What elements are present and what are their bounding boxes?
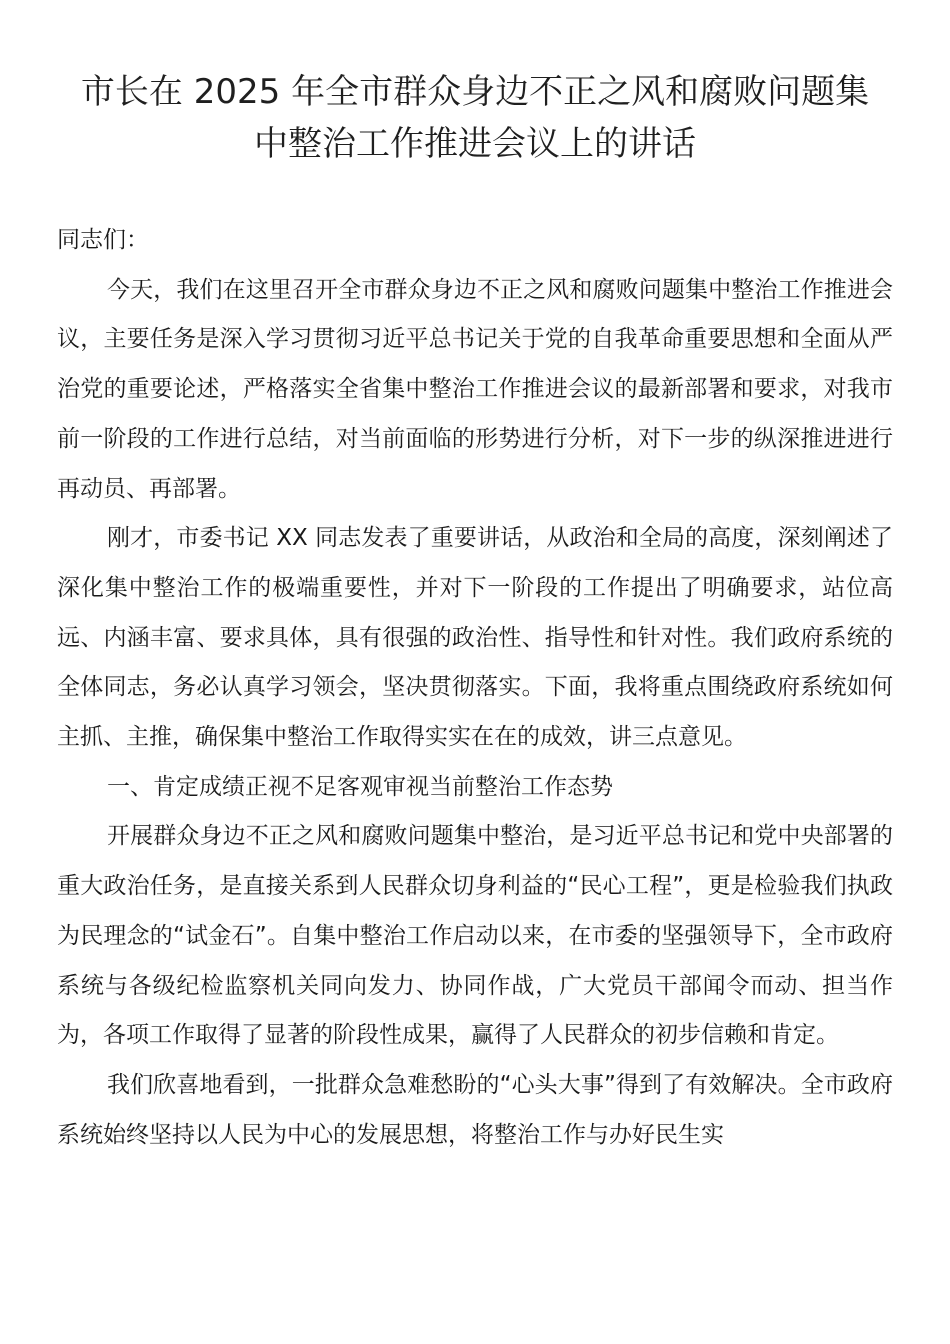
section-heading-1: 一、肯定成绩正视不足客观审视当前整治工作态势 xyxy=(107,773,613,800)
salutation: 同志们： xyxy=(57,227,149,253)
paragraph-opening: 今天，我们在这里召开全市群众身边不正之风和腐败问题集中整治工作推进会议，主要任务是深入学习贯彻习近平总书记关于党的自我革命重要思想和全面从严治党的重要论述，严格落实全省集中整治工作推进会议的最新部署和要求，对我市前一阶段的工作进行总结，对当前面临的形势进行分析，对下一步的纵深推进进行再动员、再部署。 xyxy=(57,276,893,502)
title-line-1: 市长在 2025 年全市群众身边不正之风和腐败问题集 xyxy=(80,72,870,112)
document-body xyxy=(57,216,893,1160)
paragraph-secretary-speech: 刚才，市委书记 XX 同志发表了重要讲话，从政治和全局的高度，深刻阐述了深化集中整治工作的极端重要性，并对下一阶段的工作提出了明确要求，站位高远、内涵丰富、要求具体，具有很强的政治性、指导性和针对性。我们政府系统的全体同志，务必认真学习领会，坚决贯彻落实。下面，我将重点围绕政府系统如何主抓、主推，确保集中整治工作取得实实在在的成效，讲三点意见。 xyxy=(57,525,893,751)
title-line-2: 中整治工作推进会议上的讲话 xyxy=(254,124,696,164)
paragraph-results: 我们欣喜地看到，一批群众急难愁盼的“心头大事”得到了有效解决。全市政府系统始终坚持以人民为中心的发展思想，将整治工作与办好民生实 xyxy=(57,1071,893,1148)
paragraph-background: 开展群众身边不正之风和腐败问题集中整治，是习近平总书记和党中央部署的重大政治任务，是直接关系到人民群众切身利益的“民心工程”，更是检验我们执政为民理念的“试金石”。自集中整治工作启动以来，在市委的坚强领导下，全市政府系统与各级纪检监察机关同向发力、协同作战，广大党员干部闻令而动、担当作为，各项工作取得了显著的阶段性成果，赢得了人民群众的初步信赖和肯定。 xyxy=(57,823,893,1049)
document-title xyxy=(50,66,900,170)
